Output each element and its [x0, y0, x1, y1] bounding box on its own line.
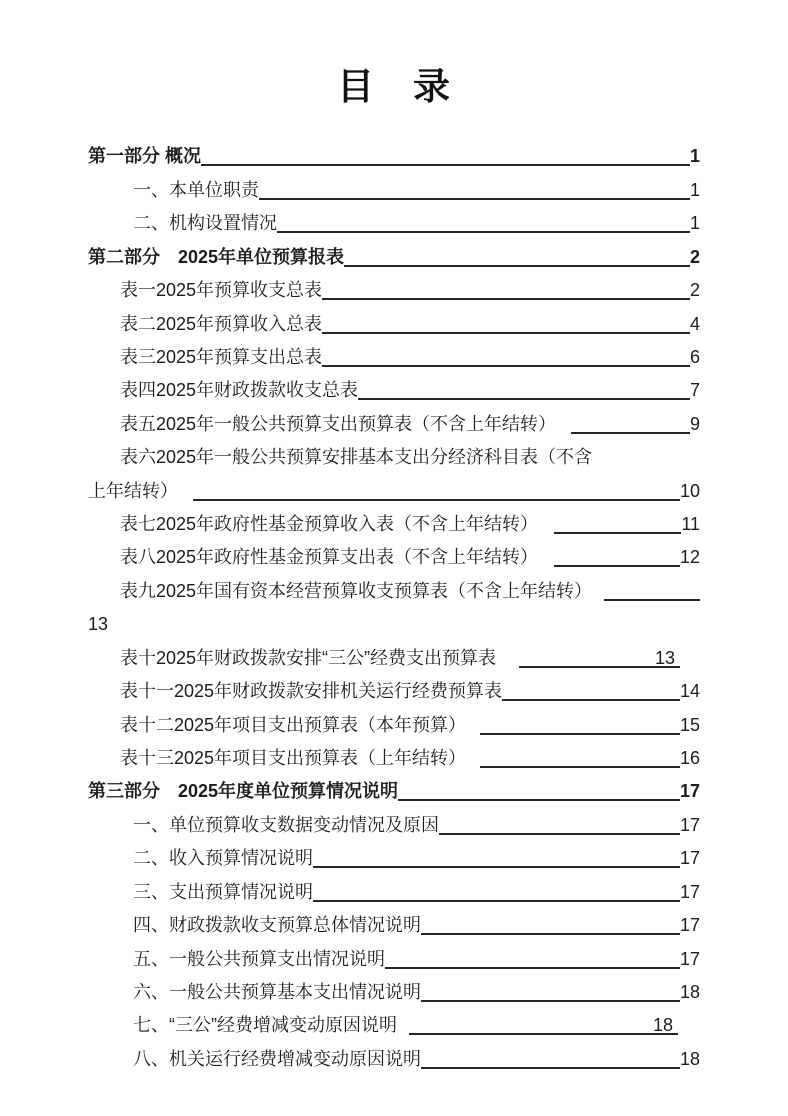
- toc-entry[interactable]: [88, 305, 700, 338]
- toc-page-number: 17: [679, 948, 700, 969]
- toc-entry[interactable]: [88, 339, 700, 372]
- toc-list: [88, 138, 700, 1074]
- toc-entry[interactable]: [88, 439, 700, 472]
- toc-entry-label: 上年结转）: [88, 480, 178, 501]
- toc-entry[interactable]: [88, 138, 700, 171]
- toc-entry-label: 五、一般公共预算支出情况说明: [133, 948, 385, 969]
- toc-leader-line: [421, 1000, 680, 1002]
- toc-entry-label: 二、机构设置情况: [133, 213, 277, 234]
- toc-entry[interactable]: [88, 506, 700, 539]
- toc-leader-line: [421, 933, 680, 935]
- toc-entry[interactable]: [88, 740, 700, 773]
- toc-entry[interactable]: [88, 572, 700, 605]
- toc-entry[interactable]: [88, 1007, 700, 1040]
- toc-entry[interactable]: [88, 272, 700, 305]
- toc-entry-label: 表三2025年预算支出总表: [120, 346, 323, 367]
- toc-leader-line: [554, 565, 680, 567]
- toc-entry-label: 表二2025年预算收入总表: [120, 313, 323, 334]
- toc-entry-label: 表十一2025年财政拨款安排机关运行经费预算表: [120, 681, 503, 702]
- toc-entry-label: 一、本单位职责: [133, 179, 259, 200]
- toc-entry-label: 表七2025年政府性基金预算收入表（不含上年结转）: [120, 514, 539, 535]
- toc-leader-line: [385, 967, 680, 969]
- toc-entry[interactable]: [88, 205, 700, 238]
- toc-leader-line: [480, 733, 680, 735]
- toc-page-number: 18: [679, 981, 700, 1002]
- toc-entry-label: 13: [88, 614, 109, 635]
- toc-leader-line: [201, 164, 690, 166]
- toc-leader-line: [193, 499, 680, 501]
- toc-entry-label: 四、财政拨款收支预算总体情况说明: [133, 915, 421, 936]
- toc-leader-line: [344, 265, 690, 267]
- toc-entry-label: 表九2025年国有资本经营预算收支预算表（不含上年结转）: [120, 580, 593, 601]
- toc-page-number: 2: [689, 246, 700, 267]
- toc-leader-line: [571, 432, 690, 434]
- toc-page-number: 11: [681, 514, 700, 535]
- toc-page-number: 7: [689, 380, 700, 401]
- toc-entry-label: 表一2025年预算收支总表: [120, 280, 323, 301]
- toc-entry[interactable]: [88, 706, 700, 739]
- toc-entry[interactable]: [88, 405, 700, 438]
- toc-entry[interactable]: [88, 806, 700, 839]
- toc-page-number: 14: [679, 681, 700, 702]
- toc-leader-line: [313, 900, 680, 902]
- toc-leader-line: [358, 398, 690, 400]
- toc-entry[interactable]: [88, 472, 700, 505]
- toc-page-number: 17: [679, 881, 700, 902]
- toc-entry[interactable]: [88, 539, 700, 572]
- toc-entry-label: 第一部分 概况: [88, 146, 202, 167]
- toc-entry[interactable]: [88, 171, 700, 204]
- toc-entry[interactable]: [88, 773, 700, 806]
- toc-page-number: 17: [679, 814, 700, 835]
- toc-entry[interactable]: [88, 1040, 700, 1073]
- toc-leader-line: [398, 799, 680, 801]
- toc-leader-line: [519, 666, 645, 668]
- toc-leader-line: [554, 532, 681, 534]
- toc-page-number: 16: [679, 748, 700, 769]
- toc-entry[interactable]: [88, 639, 700, 672]
- toc-entry-label: 第二部分 2025年单位预算报表: [88, 246, 345, 267]
- toc-entry[interactable]: [88, 372, 700, 405]
- toc-page-number: 6: [689, 346, 700, 367]
- toc-entry[interactable]: [88, 907, 700, 940]
- toc-page-number: 1: [689, 213, 700, 234]
- toc-entry[interactable]: [88, 238, 700, 271]
- toc-page-number: 15: [679, 714, 700, 735]
- toc-page-number: 10: [679, 480, 700, 501]
- toc-entry-label: 表十2025年财政拨款安排“三公”经费支出预算表: [120, 647, 497, 668]
- toc-page-number: 18: [679, 1048, 700, 1069]
- toc-entry-label: 八、机关运行经费增减变动原因说明: [133, 1048, 421, 1069]
- toc-leader-line: [409, 1033, 643, 1035]
- toc-leader-line: [259, 198, 690, 200]
- toc-entry[interactable]: [88, 606, 700, 639]
- toc-entry-label: 表八2025年政府性基金预算支出表（不含上年结转）: [120, 547, 539, 568]
- toc-page-number: 18: [643, 1011, 678, 1040]
- toc-leader-line: [322, 332, 690, 334]
- toc-entry[interactable]: [88, 873, 700, 906]
- toc-leader-line: [480, 766, 680, 768]
- toc-leader-line: [313, 866, 680, 868]
- toc-leader-line: [439, 833, 680, 835]
- toc-page-number: 4: [689, 313, 700, 334]
- toc-entry-label: 表六2025年一般公共预算安排基本支出分经济科目表（不含: [120, 447, 593, 468]
- toc-title: 目 录: [337, 66, 451, 107]
- toc-page-number: 9: [689, 413, 700, 434]
- toc-leader-line: [277, 231, 690, 233]
- toc-page-number: 12: [679, 547, 700, 568]
- toc-entry-label: 表十二2025年项目支出预算表（本年预算）: [120, 714, 467, 735]
- toc-entry[interactable]: [88, 940, 700, 973]
- toc-leader-line: [322, 365, 690, 367]
- toc-leader-line: [421, 1067, 680, 1069]
- toc-entry-label: 六、一般公共预算基本支出情况说明: [133, 981, 421, 1002]
- toc-leader-line: [502, 699, 680, 701]
- toc-entry[interactable]: [88, 974, 700, 1007]
- toc-entry-label: 一、单位预算收支数据变动情况及原因: [133, 814, 439, 835]
- toc-page-number: 17: [679, 781, 700, 802]
- toc-entry[interactable]: [88, 840, 700, 873]
- toc-page-number: 17: [679, 915, 700, 936]
- toc-entry-label: 表四2025年财政拨款收支总表: [120, 380, 359, 401]
- toc-page-number: 1: [689, 179, 700, 200]
- toc-page-number: 1: [689, 146, 700, 167]
- toc-page-number: 13: [645, 644, 680, 673]
- toc-entry-label: 三、支出预算情况说明: [133, 881, 313, 902]
- toc-page-number: 2: [689, 280, 700, 301]
- toc-entry[interactable]: [88, 673, 700, 706]
- toc-entry-label: 表五2025年一般公共预算支出预算表（不含上年结转）: [120, 413, 557, 434]
- toc-entry-label: 表十三2025年项目支出预算表（上年结转）: [120, 748, 467, 769]
- toc-leader-line: [322, 298, 690, 300]
- toc-entry-label: 第三部分 2025年度单位预算情况说明: [88, 781, 399, 802]
- toc-page-number: 17: [679, 848, 700, 869]
- toc-entry-label: 七、“三公”经费增减变动原因说明: [133, 1015, 397, 1036]
- toc-entry-label: 二、收入预算情况说明: [133, 848, 313, 869]
- toc-leader-line: [604, 599, 700, 601]
